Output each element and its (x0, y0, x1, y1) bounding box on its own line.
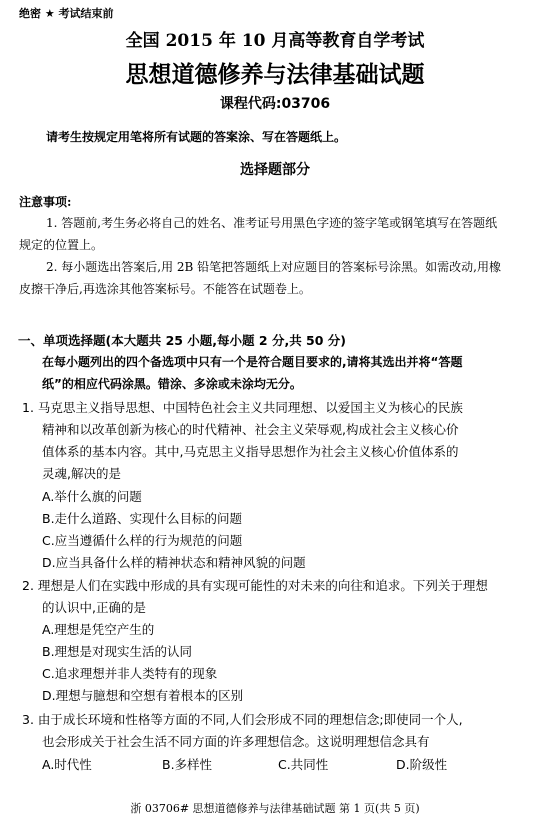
question-3-option-b: B.多样性 (162, 757, 213, 772)
question-1-stem: 精神和以改革创新为核心的时代精神、社会主义荣辱观,构成社会主义核心价 (42, 422, 459, 437)
question-3-option-a: A.时代性 (42, 757, 92, 772)
question-3-stem: 也会形成关于社会生活不同方面的许多理想信念。这说明理想信念具有 (42, 734, 430, 749)
question-3-option-c: C.共同性 (278, 757, 329, 772)
question-1-stem: 1. 马克思主义指导思想、中国特色社会主义共同理想、以爱国主义为核心的民族 (22, 400, 463, 415)
question-1-stem: 值体系的基本内容。其中,马克思主义指导思想作为社会主义核心价值体系的 (42, 444, 459, 459)
course-code: 课程代码:03706 (219, 96, 331, 112)
notice-line: 规定的位置上。 (19, 238, 104, 252)
page-footer: 浙 03706# 思想道德修养与法律基础试题 第 1 页(共 5 页) (130, 802, 420, 815)
question-1-option-d: D.应当具备什么样的精神状态和精神风貌的问题 (42, 555, 306, 570)
part-title: 选择题部分 (240, 162, 310, 178)
question-2-option-b: B.理想是对现实生活的认同 (42, 644, 193, 659)
question-2-option-d: D.理想与臆想和空想有着根本的区别 (42, 688, 244, 703)
section-instruction-line: 纸”的相应代码涂黑。错涂、多涂或未涂均无分。 (42, 377, 302, 391)
question-2-option-a: A.理想是凭空产生的 (42, 622, 155, 637)
question-1-stem: 灵魂,解决的是 (42, 466, 121, 481)
question-1-option-a: A.举什么旗的问题 (42, 489, 142, 504)
exam-title: 思想道德修养与法律基础试题 (125, 62, 425, 88)
notice-title: 注意事项: (19, 195, 72, 209)
question-3-stem: 3. 由于成长环境和性格等方面的不同,人们会形成不同的理想信念;即使同一个人, (22, 712, 463, 727)
question-2-option-c: C.追求理想并非人类特有的现象 (42, 666, 218, 681)
question-1-option-c: C.应当遵循什么样的行为规范的问题 (42, 533, 243, 548)
question-2-stem: 的认识中,正确的是 (42, 600, 146, 615)
notice-line: 皮擦干净后,再选涂其他答案标号。不能答在试题卷上。 (19, 282, 311, 296)
section-heading: 一、单项选择题(本大题共 25 小题,每小题 2 分,共 50 分) (18, 333, 347, 348)
question-1-option-b: B.走什么道路、实现什么目标的问题 (42, 511, 243, 526)
notice-line: 2. 每小题选出答案后,用 2B 铅笔把答题纸上对应题目的答案标号涂黑。如需改动,用橡 (46, 260, 501, 274)
confidential-mark: 绝密 ★ 考试结束前 (19, 7, 114, 20)
question-3-option-d: D.阶级性 (396, 757, 448, 772)
answer-instruction: 请考生按规定用笔将所有试题的答案涂、写在答题纸上。 (46, 130, 347, 144)
notice-line: 1. 答题前,考生务必将自己的姓名、准考证号用黑色字迹的签字笔或钢笔填写在答题纸 (46, 216, 498, 230)
section-instruction-line: 在每小题列出的四个备选项中只有一个是符合题目要求的,请将其选出并将“答题 (42, 355, 463, 369)
exam-session-line: 全国 2015 年 10 月高等教育自学考试 (125, 31, 425, 51)
question-2-stem: 2. 理想是人们在实践中形成的具有实现可能性的对未来的向往和追求。下列关于理想 (22, 578, 488, 593)
